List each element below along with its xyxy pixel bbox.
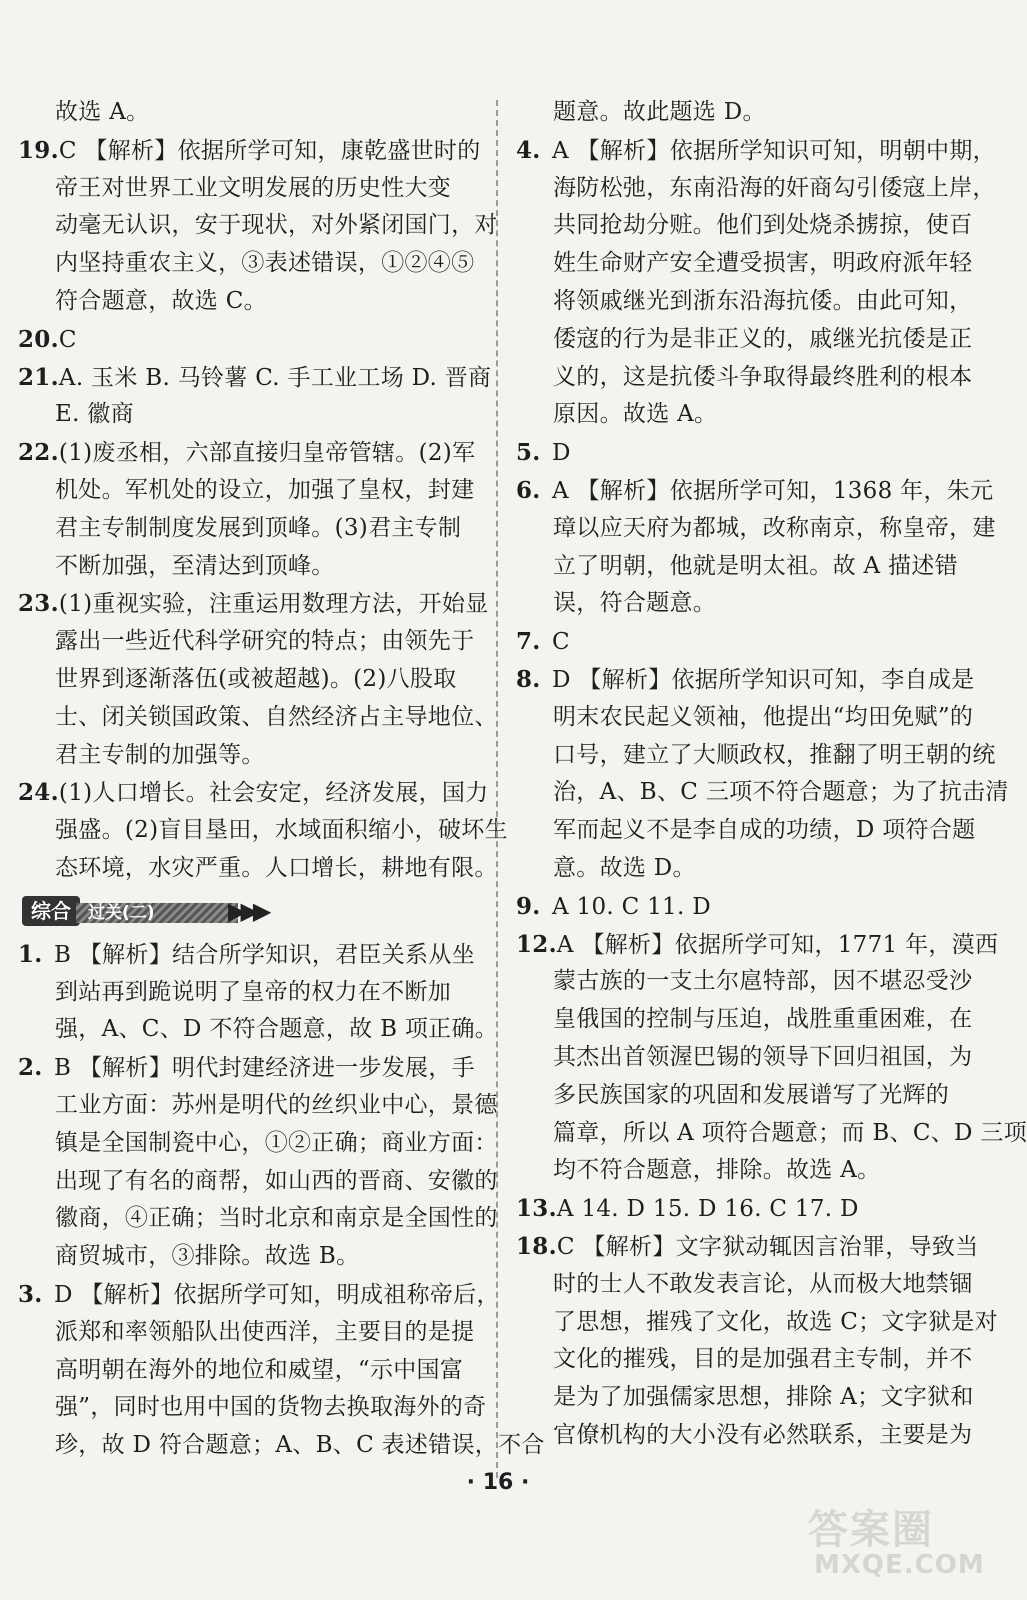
question-number: 7. bbox=[516, 628, 541, 656]
line-text: 文化的摧残，目的是加强君主专制，并不 bbox=[553, 1346, 973, 1373]
text-line bbox=[516, 623, 976, 661]
text-line bbox=[516, 1039, 976, 1077]
line-text: C bbox=[552, 629, 570, 656]
watermark-logo bbox=[808, 1498, 985, 1590]
text-line bbox=[516, 510, 996, 548]
text-line bbox=[18, 472, 478, 510]
line-text: 符合题意，故选 C。 bbox=[55, 287, 267, 314]
text-line bbox=[18, 585, 489, 623]
text-line bbox=[516, 812, 976, 850]
line-text: 到站再到跪说明了皇帝的权力在不断加 bbox=[55, 978, 452, 1005]
line-text: 姓生命财产安全遭受损害，明政府派年轻 bbox=[553, 250, 973, 277]
text-line bbox=[18, 434, 478, 472]
line-text: 共同抢劫分赃。他们到处烧杀掳掠，使百 bbox=[553, 212, 973, 239]
section-label: 综合 bbox=[22, 896, 80, 926]
watermark-url: MXQE.COM bbox=[814, 1550, 985, 1580]
line-text: 不断加强，至清达到顶峰。 bbox=[55, 552, 335, 579]
line-text: 商贸城市，③排除。故选 B。 bbox=[55, 1243, 360, 1270]
line-text: 皇俄国的控制与压迫，战胜重重困难，在 bbox=[553, 1006, 973, 1033]
text-line bbox=[516, 850, 976, 888]
line-text: 世界到逐渐落伍(或被超越)。(2)八股取 bbox=[55, 665, 457, 692]
text-line bbox=[516, 1417, 976, 1455]
text-line bbox=[18, 737, 478, 775]
text-line bbox=[516, 94, 976, 132]
line-text: D 【解析】依据所学可知，明成祖称帝后， bbox=[54, 1281, 500, 1308]
question-number: 13. bbox=[516, 1195, 557, 1223]
text-line bbox=[18, 132, 481, 170]
line-text: 强，A、C、D 不符合题意，故 B 项正确。 bbox=[55, 1016, 499, 1043]
text-line bbox=[18, 850, 498, 888]
text-line bbox=[18, 321, 478, 359]
line-text: C 【解析】依据所学可知，康乾盛世时的 bbox=[58, 137, 481, 164]
text-line bbox=[18, 699, 498, 737]
text-line bbox=[516, 207, 976, 245]
line-text: D bbox=[552, 440, 571, 467]
question-number: 24. bbox=[18, 779, 59, 807]
text-line bbox=[18, 1314, 478, 1352]
line-text: 故选 A。 bbox=[55, 99, 150, 125]
line-text: B 【解析】结合所学知识，君臣关系从坐 bbox=[54, 941, 475, 968]
line-text: 治，A、B、C 三项不符合题意；为了抗击清 bbox=[553, 779, 1009, 806]
left-top-lines bbox=[18, 94, 508, 888]
question-number: 6. bbox=[516, 476, 541, 504]
line-text: 倭寇的行为是非正义的，戚继光抗倭是正 bbox=[553, 325, 973, 352]
text-line bbox=[18, 1389, 487, 1427]
line-text: 军而起义不是李自成的功绩，D 项符合题 bbox=[553, 817, 976, 844]
text-line bbox=[516, 1077, 976, 1115]
line-text: 误，符合题意。 bbox=[553, 590, 717, 617]
line-text: A 【解析】依据所学可知，1368 年，朱元 bbox=[552, 477, 994, 504]
line-text: 君主专制的加强等。 bbox=[55, 741, 265, 768]
line-text: 徽商，④正确；当时北京和南京是全国性的 bbox=[55, 1205, 498, 1232]
line-text: 是为了加强儒家思想，排除 A；文字狱和 bbox=[553, 1384, 974, 1411]
line-text: 强盛。(2)盲目垦田，水域面积缩小，破坏生 bbox=[55, 817, 508, 844]
text-line bbox=[516, 321, 976, 359]
line-text: D 【解析】依据所学知识可知，李自成是 bbox=[552, 666, 975, 693]
line-text: C bbox=[58, 326, 77, 353]
text-line bbox=[18, 1276, 500, 1314]
line-text: (1)废丞相，六部直接归皇帝管辖。(2)军 bbox=[58, 440, 476, 467]
line-text: 了思想，摧残了文化，故选 C；文字狱是对 bbox=[553, 1308, 998, 1335]
line-text: 强”，同时也用中国的货物去换取海外的奇 bbox=[55, 1394, 487, 1421]
line-text: 态环境，水灾严重。人口增长，耕地有限。 bbox=[55, 854, 498, 881]
line-text: 高明朝在海外的地位和威望，“示中国富 bbox=[55, 1356, 464, 1383]
text-line bbox=[516, 888, 976, 926]
text-line bbox=[18, 170, 478, 208]
text-line bbox=[18, 623, 478, 661]
text-line bbox=[18, 661, 478, 699]
page-number: · 16 · bbox=[466, 1470, 530, 1495]
line-text: 璋以应天府为都城，改称南京，称皇帝，建 bbox=[553, 514, 996, 541]
question-number: 19. bbox=[18, 136, 59, 164]
text-line bbox=[18, 974, 478, 1012]
text-line bbox=[516, 963, 976, 1001]
text-line bbox=[516, 774, 1009, 812]
text-line bbox=[18, 283, 478, 321]
line-text: 时的士人不敢发表言论，从而极大地禁锢 bbox=[553, 1270, 973, 1297]
question-number: 2. bbox=[18, 1054, 43, 1082]
question-number: 22. bbox=[18, 439, 59, 467]
text-line bbox=[516, 1001, 976, 1039]
line-text: 口号，建立了大顺政权，推翻了明王朝的统 bbox=[553, 741, 996, 768]
text-line bbox=[516, 359, 976, 397]
line-text: 海防松弛，东南沿海的奸商勾引倭寇上岸， bbox=[553, 174, 996, 201]
text-line bbox=[516, 170, 996, 208]
line-text: 立了明朝，他就是明太祖。故 A 描述错 bbox=[553, 552, 958, 579]
line-text: 意。故选 D。 bbox=[553, 854, 696, 881]
text-line bbox=[18, 936, 478, 974]
text-line bbox=[18, 1163, 498, 1201]
question-number: 8. bbox=[516, 665, 541, 693]
text-line bbox=[516, 132, 996, 170]
text-line bbox=[18, 1238, 478, 1276]
text-line bbox=[18, 1087, 498, 1125]
line-text: 原因。故选 A。 bbox=[553, 401, 718, 428]
line-text: (1)人口增长。社会安定，经济发展，国力 bbox=[58, 780, 489, 807]
question-number: 4. bbox=[516, 136, 541, 164]
line-text: 珍，故 D 符合题意；A、B、C 表述错误，不合 bbox=[55, 1432, 545, 1459]
line-text: 蒙古族的一支土尔扈特部，因不堪忍受沙 bbox=[553, 968, 973, 995]
question-number: 3. bbox=[18, 1280, 43, 1308]
line-text: 机处。军机处的设立，加强了皇权，封建 bbox=[55, 476, 475, 503]
line-text: A 10. C 11. D bbox=[552, 893, 711, 920]
text-line bbox=[18, 207, 498, 245]
line-text: 义的，这是抗倭斗争取得最终胜利的根本 bbox=[553, 363, 973, 390]
column-divider bbox=[496, 100, 498, 1478]
line-text: 出现了有名的商帮，如山西的晋商、安徽的 bbox=[55, 1167, 498, 1194]
text-line bbox=[18, 245, 478, 283]
section-banner bbox=[18, 890, 478, 934]
text-line bbox=[516, 396, 976, 434]
line-text: 篇章，所以 A 项符合题意；而 B、C、D 三项 bbox=[553, 1119, 1027, 1146]
text-line bbox=[516, 245, 976, 283]
line-text: 君主专制制度发展到顶峰。(3)君主专制 bbox=[55, 514, 462, 541]
section-subtitle: 过关(二) bbox=[76, 903, 238, 923]
text-line bbox=[18, 359, 492, 397]
line-text: 内坚持重农主义，③表述错误，①②④⑤ bbox=[55, 250, 475, 277]
line-text: 士、闭关锁国政策、自然经济占主导地位、 bbox=[55, 703, 498, 730]
line-text: 露出一些近代科学研究的特点；由领先于 bbox=[55, 628, 475, 655]
watermark-text: 答案圈 bbox=[808, 1507, 934, 1553]
line-text: 镇是全国制瓷中心，①②正确；商业方面： bbox=[55, 1129, 498, 1156]
text-line bbox=[516, 1341, 976, 1379]
line-text: 明末农民起义领袖，他提出“均田免赋”的 bbox=[553, 703, 974, 730]
text-line bbox=[18, 812, 508, 850]
text-line bbox=[18, 94, 478, 132]
question-number: 1. bbox=[18, 940, 43, 968]
line-text: A 【解析】依据所学可知，1771 年，漠西 bbox=[556, 931, 999, 958]
text-line bbox=[516, 434, 976, 472]
text-line bbox=[516, 585, 976, 623]
text-line bbox=[516, 1379, 976, 1417]
text-line bbox=[18, 1352, 478, 1390]
question-number: 5. bbox=[516, 439, 541, 467]
line-text: (1)重视实验，注重运用数理方法，开始显 bbox=[58, 591, 489, 618]
text-line bbox=[18, 396, 478, 434]
text-line bbox=[18, 1049, 478, 1087]
text-line bbox=[18, 510, 478, 548]
line-text: 其杰出首领渥巴锡的领导下回归祖国，为 bbox=[553, 1043, 973, 1070]
question-number: 18. bbox=[516, 1232, 557, 1260]
right-lines bbox=[516, 94, 1027, 1455]
line-text: 官僚机构的大小没有必然联系，主要是为 bbox=[553, 1421, 973, 1448]
text-line bbox=[516, 699, 976, 737]
line-text: A 【解析】依据所学知识可知，明朝中期， bbox=[552, 137, 996, 164]
text-line bbox=[516, 1228, 979, 1266]
line-text: A 14. D 15. D 16. C 17. D bbox=[556, 1196, 859, 1223]
line-text: 均不符合题意，排除。故选 A。 bbox=[553, 1157, 881, 1184]
question-number: 12. bbox=[516, 930, 557, 958]
line-text: 工业方面：苏州是明代的丝织业中心，景德 bbox=[55, 1091, 498, 1118]
text-line bbox=[516, 926, 999, 964]
line-text: 派郑和率领船队出使西洋，主要目的是提 bbox=[55, 1318, 475, 1345]
question-number: 20. bbox=[18, 325, 59, 353]
text-line bbox=[18, 1427, 545, 1465]
line-text: 帝王对世界工业文明发展的历史性大变 bbox=[55, 174, 452, 201]
text-line bbox=[516, 1190, 976, 1228]
text-line bbox=[516, 1152, 976, 1190]
question-number: 21. bbox=[18, 363, 59, 391]
line-text: 多民族国家的巩固和发展谱写了光辉的 bbox=[553, 1081, 950, 1108]
line-text: B 【解析】明代封建经济进一步发展，手 bbox=[54, 1055, 475, 1082]
text-line bbox=[516, 1304, 998, 1342]
text-line bbox=[18, 548, 478, 586]
text-line bbox=[18, 774, 489, 812]
line-text: 将领戚继光到浙东沿海抗倭。由此可知， bbox=[553, 287, 973, 314]
question-number: 23. bbox=[18, 590, 59, 618]
line-text: E. 徽商 bbox=[55, 401, 134, 428]
text-line bbox=[516, 283, 976, 321]
arrows-icon: ▶▶▶ bbox=[228, 896, 266, 925]
text-line bbox=[516, 1115, 1027, 1153]
text-line bbox=[18, 1125, 498, 1163]
text-line bbox=[516, 472, 994, 510]
text-line bbox=[516, 661, 976, 699]
text-line bbox=[516, 737, 996, 775]
question-number: 9. bbox=[516, 892, 541, 920]
line-text: A. 玉米 B. 马铃薯 C. 手工业工场 D. 晋商 bbox=[58, 364, 492, 391]
line-text: C 【解析】文字狱动辄因言治罪，导致当 bbox=[556, 1233, 979, 1260]
right-column bbox=[516, 94, 1027, 1455]
line-text: 题意。故此题选 D。 bbox=[553, 99, 766, 125]
text-line bbox=[18, 1200, 498, 1238]
text-line bbox=[516, 548, 976, 586]
text-line bbox=[516, 1266, 976, 1304]
text-line bbox=[18, 1011, 499, 1049]
line-text: 动毫无认识，安于现状，对外紧闭国门，对 bbox=[55, 212, 498, 239]
